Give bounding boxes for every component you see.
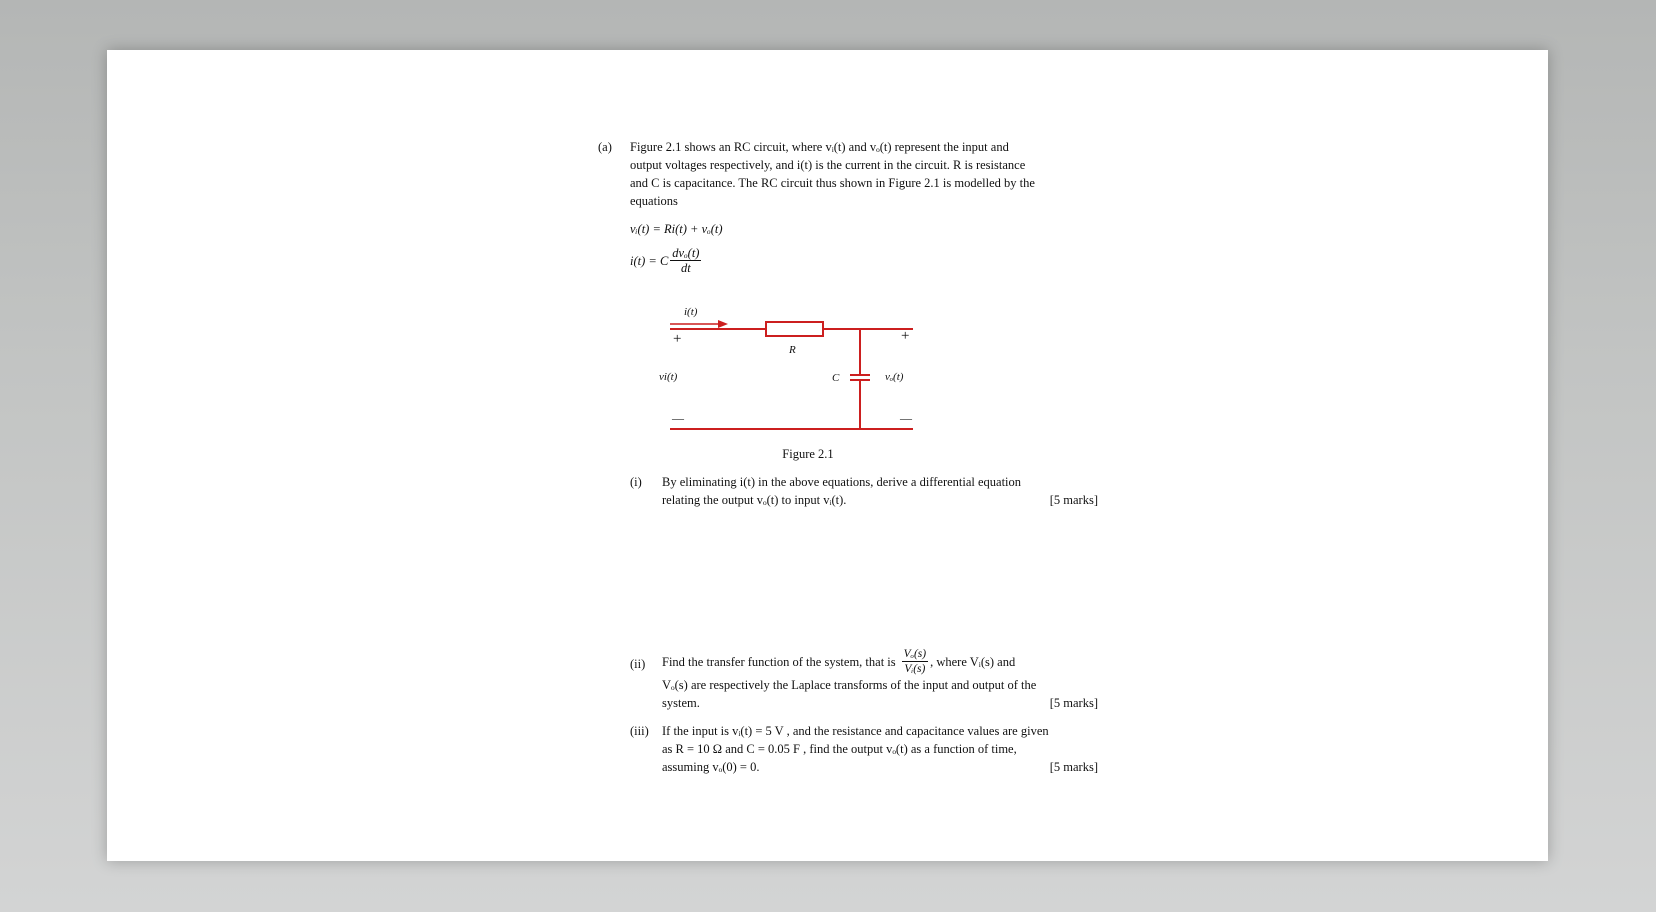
current-arrow-head	[718, 320, 728, 328]
plus-right: +	[901, 328, 910, 344]
minus-right: —	[900, 411, 912, 425]
sub-ii-marks: [5 marks]	[1049, 696, 1098, 710]
sub-i-line: By eliminating i(t) in the above equations, derive a differential equation	[662, 475, 1022, 489]
transfer-function-fraction	[902, 647, 928, 676]
equation-2	[630, 246, 1098, 275]
equation-2-lhs: i(t) = C	[630, 253, 669, 268]
resistor-symbol	[766, 322, 823, 336]
document-page	[107, 50, 1548, 861]
sub-question-i	[630, 473, 1098, 509]
sub-ii-last-line	[662, 694, 1098, 712]
rc-circuit-figure	[598, 285, 1098, 465]
sub-iii-label: (iii)	[630, 724, 649, 738]
sub-iii-marks: [5 marks]	[1049, 760, 1098, 774]
part-a-label: (a)	[598, 140, 612, 154]
minus-left: —	[672, 411, 684, 425]
sub-question-iii	[630, 722, 1098, 776]
sub-iii-last-line	[662, 758, 1098, 776]
output-voltage-label: vₒ(t)	[885, 371, 904, 383]
sub-i-label: (i)	[630, 475, 642, 489]
equation-2-numerator: dvₒ(t)	[672, 246, 700, 260]
sub-iii-line: assuming vₒ(0) = 0.	[662, 760, 760, 774]
sub-ii-label: (ii)	[630, 657, 646, 671]
current-label: i(t)	[684, 306, 698, 318]
resistor-label: R	[789, 344, 796, 356]
sub-iii-text	[662, 722, 1098, 776]
equation-2-denominator: dt	[681, 261, 691, 275]
part-a-line: equations	[630, 194, 678, 208]
part-a-text	[630, 138, 1098, 210]
sub-ii-line: Find the transfer function of the system, that is	[662, 654, 896, 669]
sub-iii-line: as R = 10 Ω and C = 0.05 F , find the output vₒ(t) as a function of time,	[662, 742, 1017, 756]
sub-ii-line: system.	[662, 696, 700, 710]
sub-ii-first-line	[662, 647, 1098, 676]
figure-caption: Figure 2.1	[782, 447, 834, 461]
part-a-line: Figure 2.1 shows an RC circuit, where vᵢ(t) and vₒ(t) represent the input and	[630, 140, 1009, 154]
part-a	[598, 138, 1098, 210]
sub-ii-line: , where Vᵢ(s) and	[930, 654, 1016, 669]
plus-left: +	[673, 331, 682, 347]
sub-ii-line: Vₒ(s) are respectively the Laplace transforms of the input and output of the	[662, 678, 1037, 692]
question-content	[598, 138, 1098, 776]
sub-ii-text	[662, 647, 1098, 712]
input-voltage-label: vi(t)	[659, 371, 678, 383]
transfer-function-numerator: Vₒ(s)	[903, 648, 927, 660]
part-a-line: output voltages respectively, and i(t) is the current in the circuit. R is resistance	[630, 158, 1026, 172]
capacitor-label: C	[832, 372, 840, 384]
sub-iii-line: If the input is vᵢ(t) = 5 V , and the resistance and capacitance values are given	[662, 724, 1049, 738]
transfer-function-denominator: Vᵢ(s)	[904, 663, 926, 675]
sub-i-marks: [5 marks]	[1049, 493, 1098, 507]
answer-space	[598, 509, 1098, 637]
equation-2-fraction	[670, 246, 701, 275]
equation-1: vᵢ(t) = Ri(t) + vₒ(t)	[630, 222, 723, 236]
sub-i-text	[662, 473, 1098, 509]
sub-i-last-line	[662, 491, 1098, 509]
part-a-line: and C is capacitance. The RC circuit thus shown in Figure 2.1 is modelled by the	[630, 176, 1035, 190]
sub-question-ii	[630, 647, 1098, 712]
sub-i-line: relating the output vₒ(t) to input vᵢ(t).	[662, 493, 847, 507]
